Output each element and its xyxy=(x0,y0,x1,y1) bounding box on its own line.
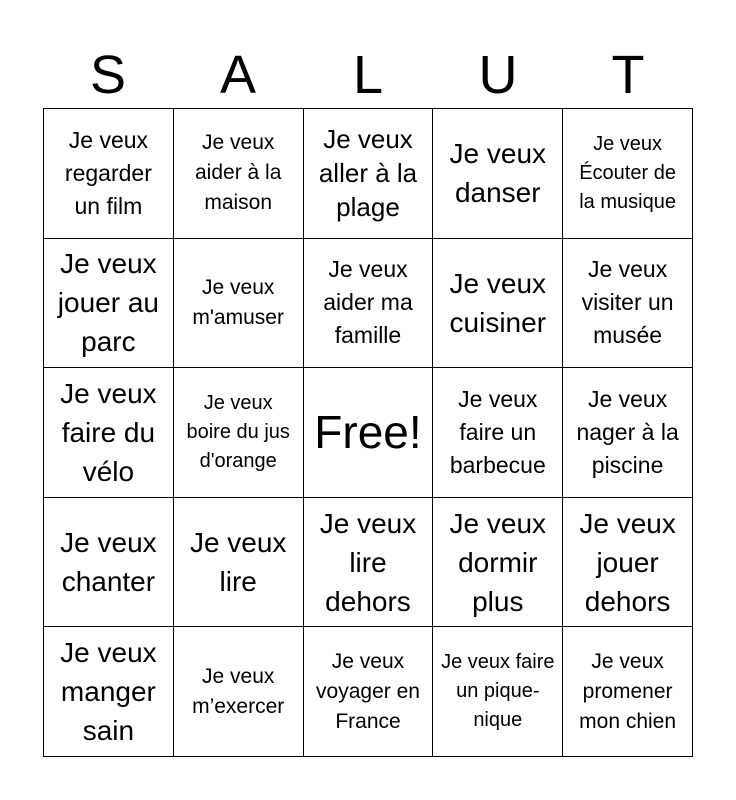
cell-text: Je veux Écouter de la musique xyxy=(579,132,676,213)
free-space-text: Free! xyxy=(314,406,422,459)
cell-text: Je veux lire xyxy=(189,527,287,598)
cell-text: Je veux boire du jus d'orange xyxy=(186,391,290,472)
header-letter-l: L xyxy=(352,45,384,105)
bingo-cell[interactable] xyxy=(563,368,693,498)
bingo-header xyxy=(43,42,693,108)
cell-text: Je veux aller à la plage xyxy=(318,124,418,223)
cell-text: Je veux promener mon chien xyxy=(579,649,677,733)
free-space-cell[interactable] xyxy=(304,368,434,498)
bingo-cell[interactable] xyxy=(174,368,304,498)
header-letter-s: S xyxy=(89,45,127,105)
bingo-cell[interactable] xyxy=(44,368,174,498)
cell-text: Je veux aider à la maison xyxy=(195,131,282,215)
bingo-cell[interactable] xyxy=(433,109,563,239)
bingo-cell[interactable] xyxy=(44,627,174,757)
header-letter-u: U xyxy=(478,45,518,105)
bingo-grid xyxy=(43,108,693,757)
header-letter-a: A xyxy=(219,45,257,105)
bingo-cell[interactable] xyxy=(44,498,174,628)
bingo-cell[interactable] xyxy=(44,109,174,239)
cell-text: Je veux faire un barbecue xyxy=(449,385,546,478)
cell-text: Je veux m’exercer xyxy=(192,664,285,718)
bingo-cell[interactable] xyxy=(174,239,304,369)
bingo-cell[interactable] xyxy=(433,368,563,498)
cell-text: Je veux cuisiner xyxy=(449,267,547,338)
bingo-cell[interactable] xyxy=(563,109,693,239)
cell-text: Je veux lire dehors xyxy=(319,507,417,617)
bingo-cell[interactable] xyxy=(563,498,693,628)
header-letter-t: T xyxy=(611,45,645,105)
cell-text: Je veux faire un pique-nique xyxy=(441,651,555,732)
cell-text: Je veux voyager en France xyxy=(316,649,420,733)
cell-text: Je veux chanter xyxy=(60,527,157,598)
bingo-cell[interactable] xyxy=(304,627,434,757)
cell-text: Je veux m'amuser xyxy=(192,275,284,329)
bingo-cell[interactable] xyxy=(433,498,563,628)
bingo-cell[interactable] xyxy=(433,239,563,369)
cell-text: Je veux regarder un film xyxy=(64,126,152,219)
cell-text: Je veux nager à la piscine xyxy=(576,385,679,478)
cell-text: Je veux dormir plus xyxy=(449,507,547,617)
bingo-cell[interactable] xyxy=(304,239,434,369)
bingo-cell[interactable] xyxy=(174,627,304,757)
cell-text: Je veux visiter un musée xyxy=(581,256,674,349)
bingo-cell[interactable] xyxy=(304,109,434,239)
cell-text: Je veux jouer au parc xyxy=(57,248,159,358)
bingo-cell[interactable] xyxy=(304,498,434,628)
cell-text: Je veux danser xyxy=(449,138,547,209)
cell-text: Je veux faire du vélo xyxy=(60,377,157,487)
cell-text: Je veux aider ma famille xyxy=(323,256,413,349)
bingo-cell[interactable] xyxy=(174,498,304,628)
cell-text: Je veux jouer dehors xyxy=(579,507,676,617)
bingo-cell[interactable] xyxy=(44,239,174,369)
bingo-cell[interactable] xyxy=(174,109,304,239)
bingo-cell[interactable] xyxy=(433,627,563,757)
bingo-cell[interactable] xyxy=(563,627,693,757)
cell-text: Je veux manger sain xyxy=(60,637,157,747)
bingo-cell[interactable] xyxy=(563,239,693,369)
